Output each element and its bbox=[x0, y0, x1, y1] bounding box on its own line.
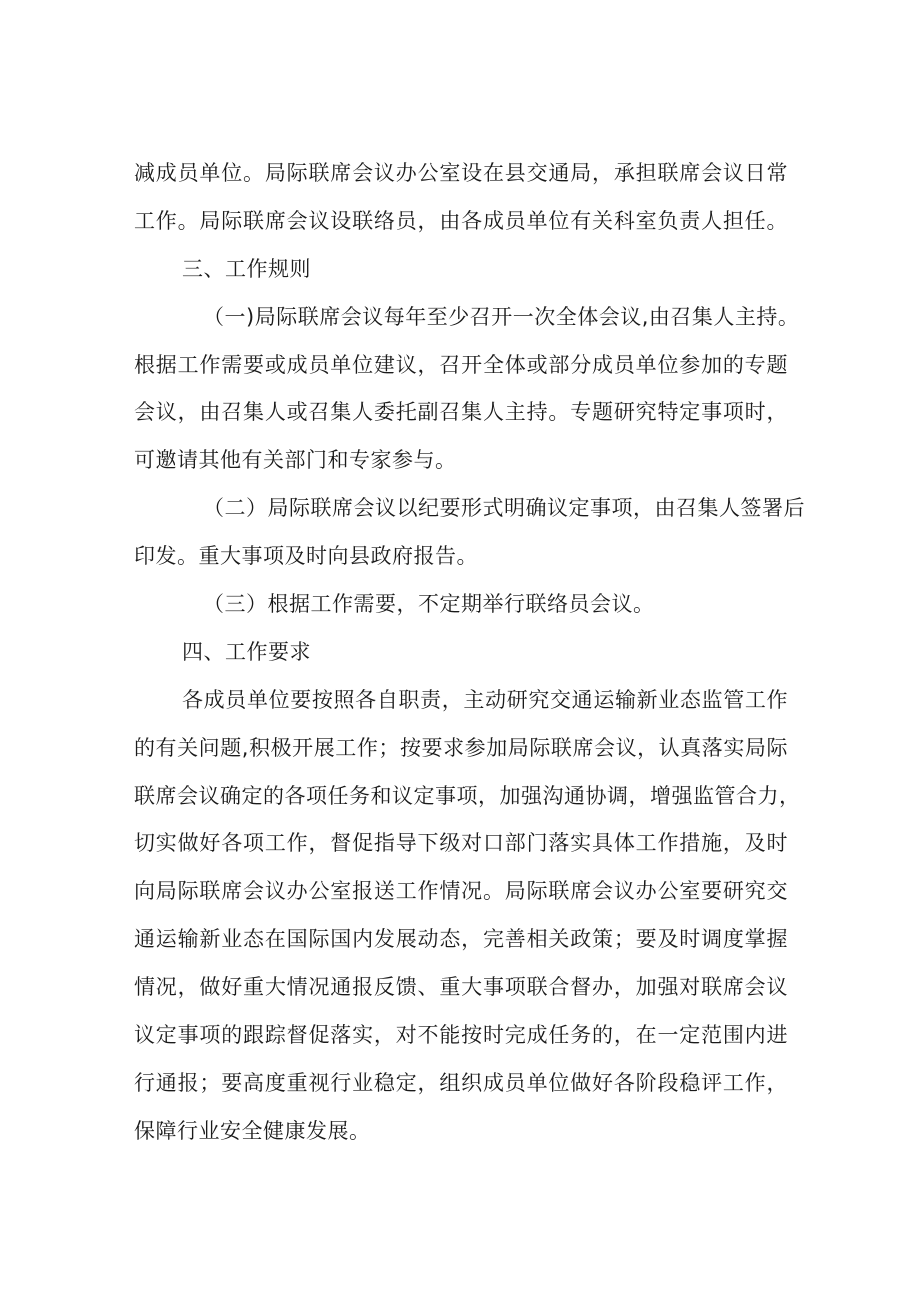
text-line: 印发。重大事项及时向县政府报告。 bbox=[134, 544, 478, 569]
text-line: 工作。局际联席会议设联络员，由各成员单位有关科室负责人担任。 bbox=[134, 208, 788, 233]
text-line: 根据工作需要或成员单位建议，召开全体或部分成员单位参加的专题 bbox=[134, 352, 788, 377]
text-line: （二）局际联席会议以纪要形式明确议定事项，由召集人签署后 bbox=[203, 496, 805, 521]
text-line: （一)局际联席会议每年至少召开一次全体会议,由召集人主持。 bbox=[203, 304, 800, 329]
text-line: 行通报；要高度重视行业稳定，组织成员单位做好各阶段稳评工作， bbox=[134, 1070, 788, 1095]
text-line: 情况，做好重大情况通报反馈、重大事项联合督办，加强对联席会议 bbox=[134, 975, 788, 1000]
text-line: 保障行业安全健康发展。 bbox=[134, 1118, 371, 1143]
text-line: 会议，由召集人或召集人委托副召集人主持。专题研究特定事项时， bbox=[134, 400, 788, 425]
text-line: 通运输新业态在国际国内发展动态，完善相关政策；要及时调度掌握 bbox=[134, 927, 788, 952]
text-line: 的有关问题,积极开展工作；按要求参加局际联席会议，认真落实局际 bbox=[134, 735, 788, 760]
text-line: 向局际联席会议办公室报送工作情况。局际联席会议办公室要研究交 bbox=[134, 879, 788, 904]
text-line: 切实做好各项工作，督促指导下级对口部门落实具体工作措施，及时 bbox=[134, 831, 788, 856]
section-heading: 三、工作规则 bbox=[182, 256, 311, 281]
text-line: 联席会议确定的各项任务和议定事项，加强沟通协调，增强监管合力， bbox=[134, 783, 801, 808]
text-line: （三）根据工作需要，不定期举行联络员会议。 bbox=[203, 592, 655, 617]
text-line: 各成员单位要按照各自职责，主动研究交通运输新业态监管工作 bbox=[182, 687, 788, 712]
document-body bbox=[0, 150, 920, 1156]
text-line: 减成员单位。局际联席会议办公室设在县交通局，承担联席会议日常 bbox=[134, 161, 788, 185]
text-line: 可邀请其他有关部门和专家参与。 bbox=[134, 448, 457, 473]
section-heading: 四、工作要求 bbox=[182, 639, 311, 664]
text-line: 议定事项的跟踪督促落实，对不能按时完成任务的，在一定范围内进 bbox=[134, 1023, 788, 1048]
